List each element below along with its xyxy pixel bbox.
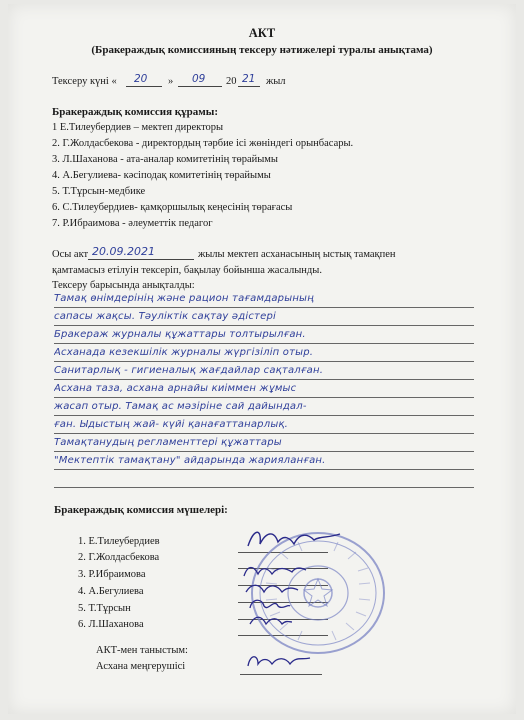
signatures-heading: Бракераждық комиссия мүшелері: xyxy=(54,504,228,516)
finding-line: сапасы жақсы. Тәуліктік сақтау әдістері xyxy=(54,309,474,326)
finding-line xyxy=(54,471,474,488)
finding-line: Бракераж журналы құжаттары толтырылған. xyxy=(54,327,474,344)
acquaintance-line1: АКТ-мен таныстым: xyxy=(96,645,188,656)
signature-member: 1. Е.Тилеубердиев xyxy=(78,536,160,547)
act-line2: қамтамасыз етілуін тексеріп, бақылау бойынша жасалынды. xyxy=(52,265,322,276)
date-close-quote: » xyxy=(168,76,174,87)
act-line1-suffix: жылы мектеп асханасының ыстық тамақпен xyxy=(198,249,396,260)
finding-line: Асханада кезекшілік журналы жүргізіліп отыр. xyxy=(54,345,474,362)
signature-member: 4. А.Бегулиева xyxy=(78,586,144,597)
finding-line: Асхана таза, асхана арнайы киіммен жұмыс xyxy=(54,381,474,398)
commission-member: 7. Р.Ибраимова - әлеуметтік педагог xyxy=(52,218,213,229)
signature-member: 6. Л.Шаханова xyxy=(78,619,144,630)
date-label: Тексеру күні « xyxy=(52,76,117,87)
document-subtitle: (Бракераждық комиссияның тексеру нәтижелері туралы анықтама) xyxy=(91,44,433,56)
year-word: жыл xyxy=(266,76,286,87)
date-day: 20 xyxy=(134,73,148,85)
commission-member: 5. Т.Тұрсын-медбике xyxy=(52,186,146,197)
act-date-handwritten: 20.09.2021 xyxy=(92,245,155,258)
finding-line: ған. Ыдыстың жай- күйі қанағаттанарлық. xyxy=(54,417,474,434)
commission-member: 3. Л.Шаханова - ата-аналар комитетінің төрайымы xyxy=(52,154,278,165)
signature-icon xyxy=(244,524,344,554)
finding-line: "Мектептік тамақтану" айдарында жарияланған. xyxy=(54,453,474,470)
document-title: АКТ xyxy=(248,26,276,40)
signature-member: 2. Г.Жолдасбекова xyxy=(78,552,160,563)
finding-line: Санитарлық - гигиеналық жағдайлар сақталған. xyxy=(54,363,474,380)
signature-icon xyxy=(244,650,314,674)
finding-line: Тамақ өнімдерінің және рацион тағамдарының xyxy=(54,291,474,308)
document-page xyxy=(8,4,516,714)
commission-member: 4. А.Бегулиева- кәсіподақ комитетінің төрайымы xyxy=(52,170,271,181)
finding-line: Тамақтанудың регламенттері құжаттары xyxy=(54,435,474,452)
acquaintance-line2: Асхана меңгерушісі xyxy=(96,661,186,672)
commission-member: 2. Г.Жолдасбекова - директордың тәрбие ісі жөніндегі орынбасары. xyxy=(52,138,354,149)
year-prefix: 20 xyxy=(226,76,237,87)
signature-member: 3. Р.Ибраимова xyxy=(78,569,146,580)
commission-heading: Бракераждық комиссия құрамы: xyxy=(52,106,218,118)
date-year: 21 xyxy=(242,73,256,85)
date-month: 09 xyxy=(192,73,206,85)
signature-member: 5. Т.Тұрсын xyxy=(78,603,131,614)
finding-line: жасап отыр. Тамақ ас мәзіріне сай дайындал- xyxy=(54,399,474,416)
act-prefix: Осы акт xyxy=(52,249,89,260)
commission-member: 1 Е.Тилеубердиев – мектеп директоры xyxy=(52,122,224,133)
commission-member: 6. С.Тилеубердиев- қамқоршылық кеңесінің төрағасы xyxy=(52,202,293,213)
signature-icon xyxy=(246,610,296,632)
findings-heading: Тексеру барысында анықталды: xyxy=(52,280,195,291)
